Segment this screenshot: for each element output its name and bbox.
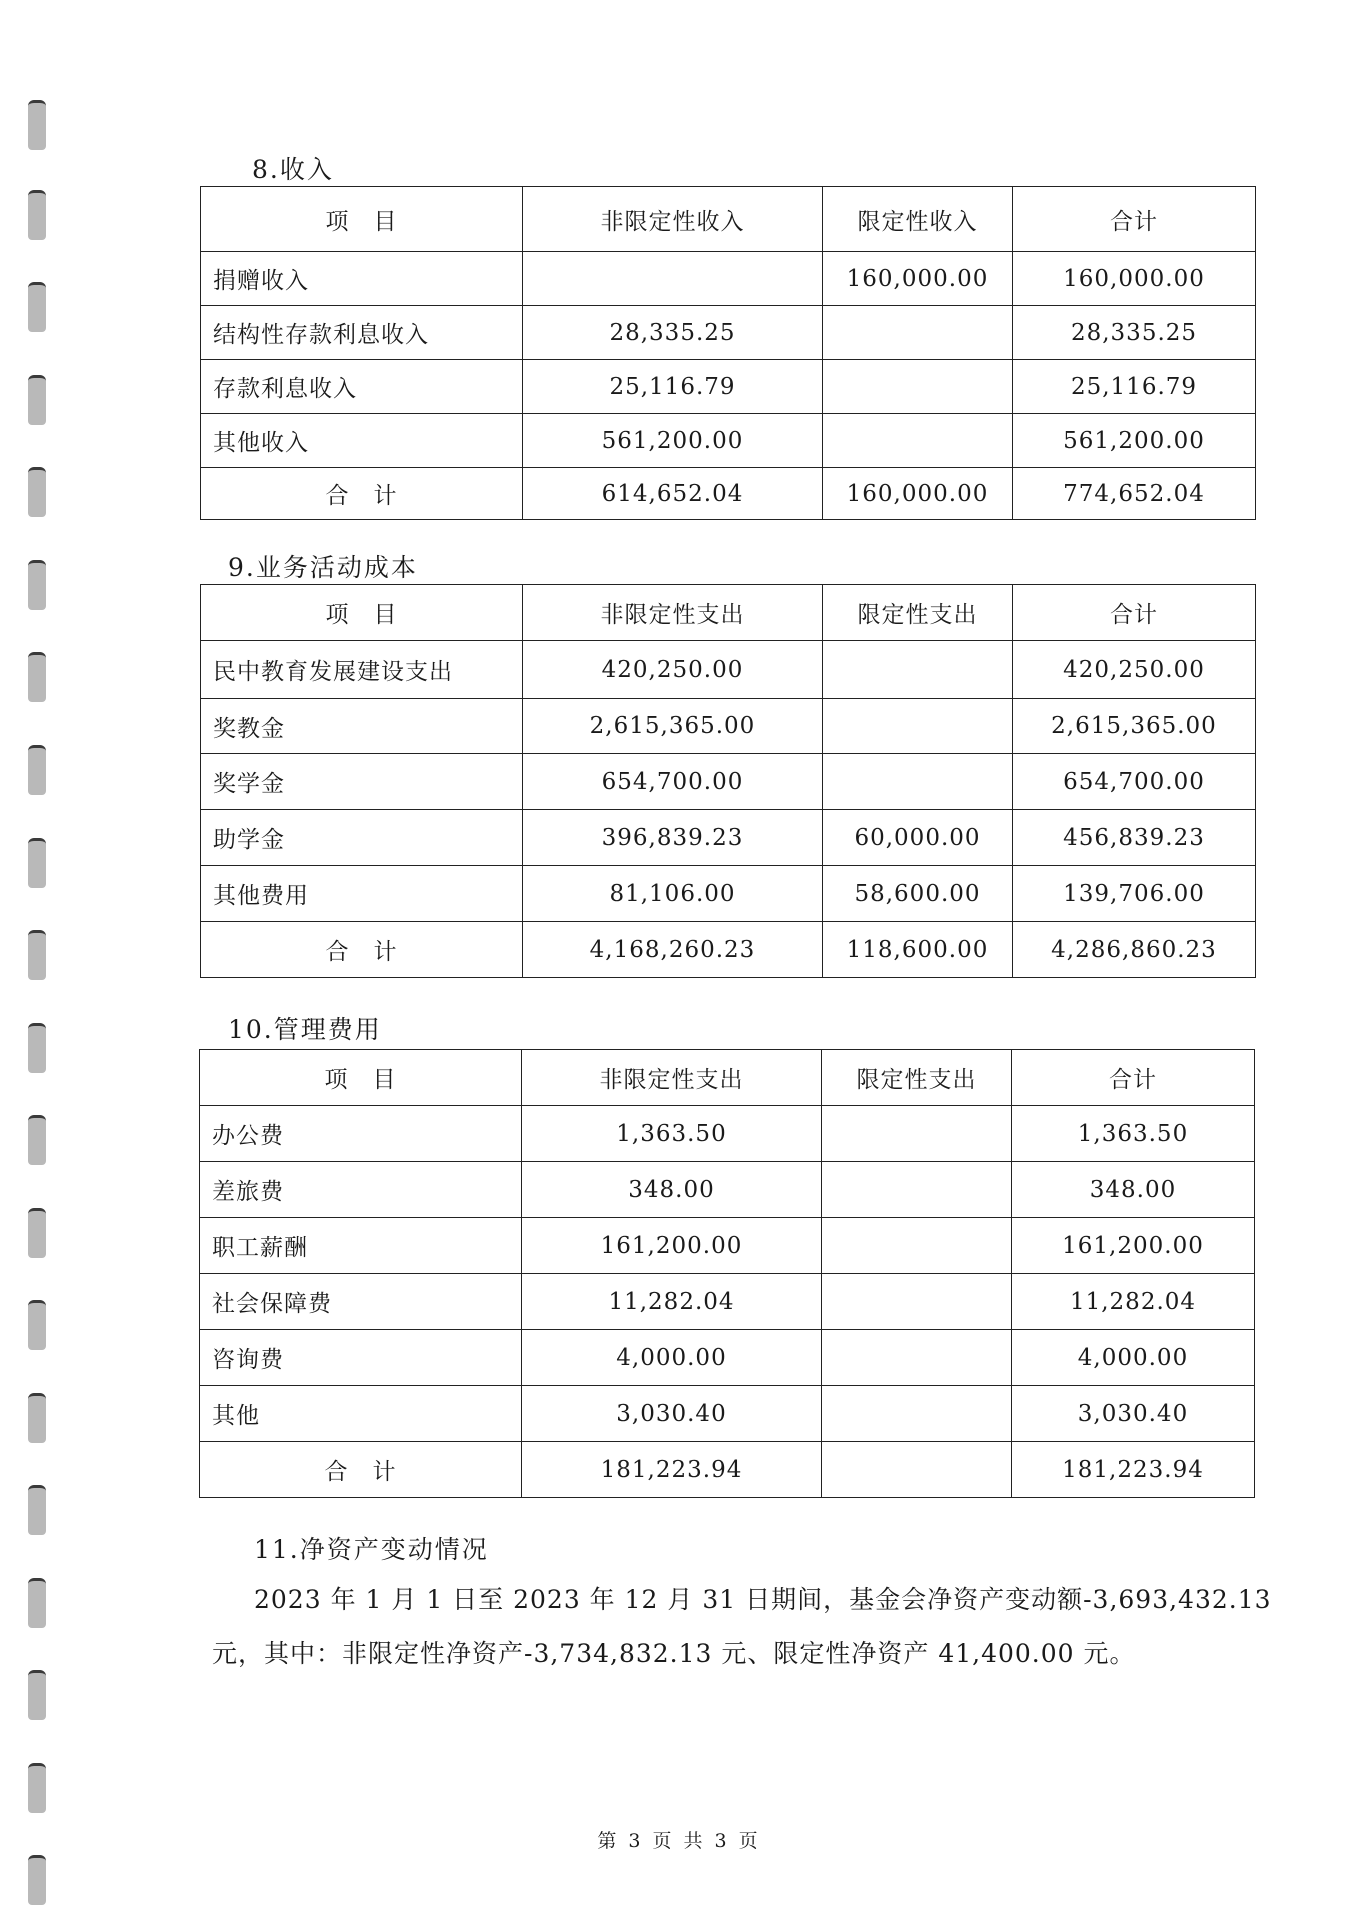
table-row [200,1274,1255,1330]
amount-cell: 614,652.04 [523,468,823,520]
amount-cell: 420,250.00 [523,641,823,699]
column-header: 限定性支出 [822,1050,1012,1106]
column-header: 项 目 [201,585,523,641]
amount-cell: 11,282.04 [1012,1274,1255,1330]
table-row [200,1218,1255,1274]
amount-cell: 4,286,860.23 [1013,922,1256,978]
amount-cell: 160,000.00 [823,252,1013,306]
row-label-cell: 其他费用 [201,866,523,922]
amount-cell: 28,335.25 [523,306,823,360]
row-label-cell: 合 计 [201,468,523,520]
column-header: 合计 [1013,187,1256,252]
amount-cell: 396,839.23 [523,810,823,866]
amount-cell: 3,030.40 [522,1386,822,1442]
amount-cell: 181,223.94 [522,1442,822,1498]
column-header: 项 目 [200,1050,522,1106]
amount-cell: 561,200.00 [523,414,823,468]
binding-hole [28,1208,46,1258]
amount-cell: 161,200.00 [1012,1218,1255,1274]
amount-cell [822,1218,1012,1274]
table-header-row [201,585,1256,641]
row-label-cell: 社会保障费 [200,1274,522,1330]
amount-cell: 25,116.79 [1013,360,1256,414]
row-label-cell: 差旅费 [200,1162,522,1218]
binding-hole [28,375,46,425]
amount-cell: 561,200.00 [1013,414,1256,468]
amount-cell: 181,223.94 [1012,1442,1255,1498]
table-row [201,360,1256,414]
net-assets-line-1: 2023 年 1 月 1 日至 2023 年 12 月 31 日期间，基金会净资产变动额-3,693,432.13 [254,1585,1272,1614]
page-footer: 第 3 页 共 3 页 [597,1830,761,1852]
amount-cell: 58,600.00 [823,866,1013,922]
amount-cell: 118,600.00 [823,922,1013,978]
row-label-cell: 其他 [200,1386,522,1442]
table-row [201,866,1256,922]
row-label-cell: 民中教育发展建设支出 [201,641,523,699]
amount-cell: 348.00 [1012,1162,1255,1218]
binding-hole [28,930,46,980]
column-header: 非限定性支出 [522,1050,822,1106]
amount-cell [822,1386,1012,1442]
amount-cell [822,1442,1012,1498]
row-label-cell: 咨询费 [200,1330,522,1386]
amount-cell [823,641,1013,699]
amount-cell: 60,000.00 [823,810,1013,866]
table-row [201,252,1256,306]
amount-cell [822,1330,1012,1386]
section-title-net-assets: 11.净资产变动情况 [254,1535,489,1564]
amount-cell: 25,116.79 [523,360,823,414]
business-cost-table [200,584,1256,978]
column-header: 合计 [1013,585,1256,641]
row-label-cell: 助学金 [201,810,523,866]
total-row [201,922,1256,978]
amount-cell [823,306,1013,360]
amount-cell: 81,106.00 [523,866,823,922]
amount-cell: 2,615,365.00 [523,699,823,754]
table-row [200,1386,1255,1442]
amount-cell [823,699,1013,754]
amount-cell: 139,706.00 [1013,866,1256,922]
binding-hole [28,1763,46,1813]
amount-cell [823,754,1013,810]
amount-cell [822,1162,1012,1218]
row-label-cell: 办公费 [200,1106,522,1162]
table-row [201,810,1256,866]
admin-cost-table [199,1049,1255,1498]
section-title-income: 8.收入 [252,155,334,184]
table-header-row [201,187,1256,252]
binding-hole [28,1023,46,1073]
amount-cell: 4,000.00 [522,1330,822,1386]
column-header: 项 目 [201,187,523,252]
binding-hole [28,745,46,795]
amount-cell: 348.00 [522,1162,822,1218]
amount-cell: 2,615,365.00 [1013,699,1256,754]
row-label-cell: 存款利息收入 [201,360,523,414]
total-row [200,1442,1255,1498]
section-title-admin-cost: 10.管理费用 [228,1015,382,1044]
table-row [201,306,1256,360]
row-label-cell: 结构性存款利息收入 [201,306,523,360]
row-label-cell: 职工薪酬 [200,1218,522,1274]
table-row [200,1162,1255,1218]
amount-cell: 774,652.04 [1013,468,1256,520]
net-assets-line-2: 元，其中：非限定性净资产-3,734,832.13 元、限定性净资产 41,400.00 元。 [212,1639,1136,1668]
table-row [200,1330,1255,1386]
table-row [200,1106,1255,1162]
amount-cell [523,252,823,306]
row-label-cell: 其他收入 [201,414,523,468]
table-row [201,414,1256,468]
binding-hole [28,1485,46,1535]
total-row [201,468,1256,520]
binding-hole [28,1670,46,1720]
amount-cell: 456,839.23 [1013,810,1256,866]
column-header: 非限定性支出 [523,585,823,641]
binding-hole [28,652,46,702]
amount-cell: 420,250.00 [1013,641,1256,699]
binding-hole [28,1393,46,1443]
binding-hole [28,560,46,610]
row-label-cell: 合 计 [200,1442,522,1498]
net-assets-paragraph [212,1573,1272,1681]
amount-cell: 654,700.00 [523,754,823,810]
column-header: 限定性收入 [823,187,1013,252]
amount-cell: 1,363.50 [522,1106,822,1162]
table-header-row [200,1050,1255,1106]
income-table [200,186,1256,520]
column-header: 合计 [1012,1050,1255,1106]
column-header: 限定性支出 [823,585,1013,641]
binding-hole [28,282,46,332]
amount-cell: 3,030.40 [1012,1386,1255,1442]
binding-hole [28,1300,46,1350]
table-row [201,641,1256,699]
row-label-cell: 捐赠收入 [201,252,523,306]
binding-hole [28,1115,46,1165]
amount-cell [823,360,1013,414]
amount-cell [823,414,1013,468]
amount-cell: 161,200.00 [522,1218,822,1274]
amount-cell: 28,335.25 [1013,306,1256,360]
row-label-cell: 合 计 [201,922,523,978]
row-label-cell: 奖学金 [201,754,523,810]
amount-cell: 1,363.50 [1012,1106,1255,1162]
amount-cell: 160,000.00 [1013,252,1256,306]
amount-cell: 4,000.00 [1012,1330,1255,1386]
amount-cell: 654,700.00 [1013,754,1256,810]
amount-cell [822,1106,1012,1162]
binding-hole [28,1578,46,1628]
amount-cell: 4,168,260.23 [523,922,823,978]
binding-hole [28,467,46,517]
amount-cell [822,1274,1012,1330]
binding-hole [28,838,46,888]
binding-hole [28,100,46,150]
section-title-business-cost: 9.业务活动成本 [228,553,418,582]
amount-cell: 160,000.00 [823,468,1013,520]
amount-cell: 11,282.04 [522,1274,822,1330]
table-row [201,754,1256,810]
row-label-cell: 奖教金 [201,699,523,754]
binding-hole [28,1855,46,1905]
binding-holes [28,0,52,1920]
table-row [201,699,1256,754]
binding-hole [28,190,46,240]
column-header: 非限定性收入 [523,187,823,252]
